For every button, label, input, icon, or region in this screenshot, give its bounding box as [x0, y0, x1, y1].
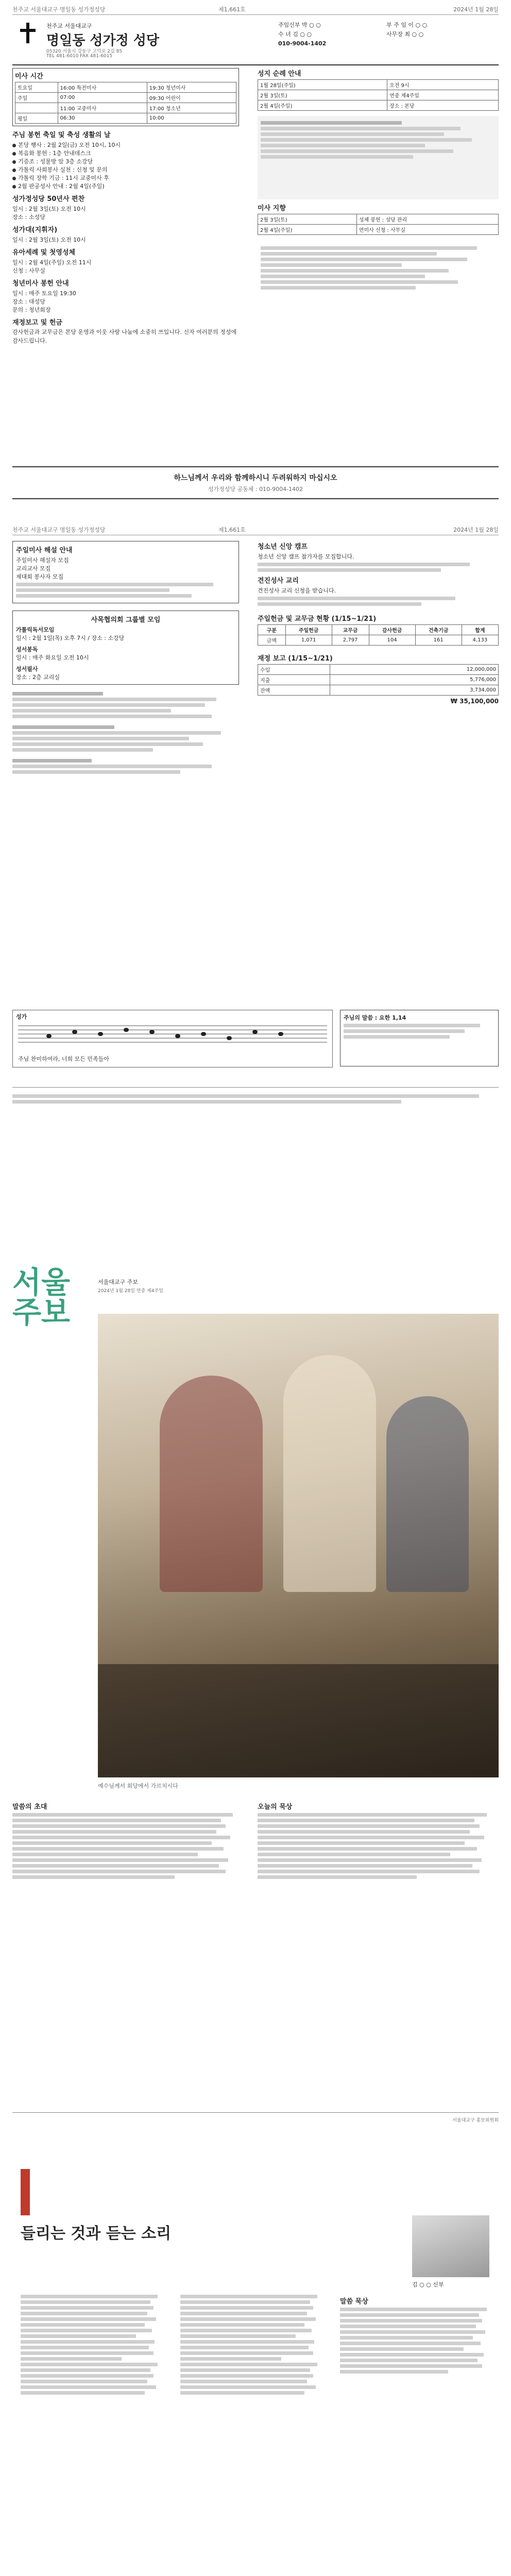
finance-title: 재정 보고 (1/15~1/21) — [258, 655, 333, 663]
p3-footer: 서울대교구 홍보위원회 — [452, 2118, 499, 2123]
finance-table: 수입 12,000,000 지출 5,776,000 잔액 3,734,000 — [258, 664, 499, 696]
header-parish: 천주교 서울대교구 명일동 성가정성당 — [12, 6, 106, 13]
contact-phone: 010-9004-1402 — [278, 40, 327, 47]
masthead-issue: 2024년 1월 28일 연중 제4주일 — [98, 1289, 163, 1294]
notice-list: 본당 행사 : 2월 2일(금) 오전 10시, 10시 복음화 봉헌 : 1층 안내데스크 기증조 : 성물방 앞 3층 소강당 가톨릭 사회봉사 실천 : 신청 및 문의 가톨릭 장학 기금 : 11시 교중미사 후 2월 판공성사 안내 : 2월 4일(주일) — [12, 141, 239, 190]
author-photo — [412, 2215, 489, 2277]
bullet-icon — [12, 152, 16, 156]
parish-phone: TEL 481-6010 FAX 481-6015 — [46, 54, 113, 59]
volunteer-box: 주일미사 해설 안내 주일미사 해설자 모집 교리교사 모집 제대회 봉사자 모집 — [12, 541, 239, 603]
p3-left-text: 말씀의 초대 — [12, 1798, 244, 1881]
bulletin-page-1 — [0, 0, 511, 515]
bullet-icon — [12, 185, 16, 189]
column-title: 들리는 것과 듣는 소리 — [21, 2225, 172, 2243]
bulletin-page-2 — [0, 520, 511, 1252]
hymn-box: 성가 주님 찬미하여라, 너희 모든 민족들아 — [12, 1010, 333, 1067]
scripture-box: 주님의 말씀 : 요한 1,14 — [340, 1010, 499, 1066]
page-header — [12, 5, 499, 15]
mass-schedule-table: 토요일 16:00 특전미사 19:30 청년미사 주일 07:00 09:30 어린이 11:00 교중미사 17:00 청소년 평일 06:30 10:00 — [15, 82, 236, 124]
bulletin-page-4: 들리는 것과 듣는 소리 김 ○ ○ 신부 말씀 묵상 — [0, 2138, 511, 2576]
p3-right-text: 오늘의 묵상 — [258, 1798, 499, 1881]
parish-title: 명일동 성가정 성당 — [46, 33, 160, 48]
masthead — [12, 1267, 84, 1422]
offering-table: 구분 주일헌금 교무금 감사헌금 건축기금 합계 금액 1,071 2,797 104 161 4,133 — [258, 624, 499, 646]
groups-box: 사목협의회 그룹별 모임 가톨릭독서모임 일시 : 2월 1일(목) 오후 7시 / 장소 : 소강당 성서봉독 일시 : 매주 화요일 오전 10시 성서필사 장소 : 2층 교리실 — [12, 611, 239, 685]
section2-heading: 성가정성당 50년사 편찬 — [12, 195, 85, 203]
bullet-icon — [12, 160, 16, 164]
finance-total: ₩ 35,100,000 — [450, 698, 499, 705]
column-accent-bar — [21, 2169, 30, 2215]
p2-right-column: 청소년 신앙 캠프 청소년 신앙 캠프 참가자를 모집합니다. 견진성사 교리 견진성사 교리 신청을 받습니다. 주일헌금 및 교무금 현황 (1/15~1/21) 구분 주일헌금 교무금 감사헌금 건축기금 합계 금액 1,071 2,797 104 161 4,133 재정 보고 (1/15~1/21) 수입 12,000,000 지출 5,776,000 잔액 3,734,000 ₩ 35,100,000 — [258, 543, 499, 705]
section6-heading: 재정보고 및 헌금 — [12, 319, 62, 327]
section6-text: 감사헌금과 교무금은 본당 운영과 이웃 사랑 나눔에 소중히 쓰입니다. 신자 여러분의 정성에 감사드립니다. — [12, 329, 237, 344]
cross-logo-icon — [18, 23, 38, 43]
parish-address: 05320 서울시 강동구 고덕로 2길 85 — [46, 49, 123, 54]
header-date: 2024년 1월 28일 — [453, 6, 499, 13]
music-staff-icon — [18, 1022, 327, 1053]
mass-schedule-box — [12, 68, 239, 126]
page-header: 천주교 서울대교구 명일동 성가정성당 제1,661호 2024년 1월 28일 — [12, 526, 499, 535]
pilgrimage-table: 1월 28일(주일) 오전 9시 2월 3일(토) 연중 제4주일 2월 4일(주일) 장소 : 본당 — [258, 79, 499, 111]
column-author: 김 ○ ○ 신부 — [412, 2281, 444, 2288]
right-column — [258, 68, 499, 295]
section4-heading: 유아세례 및 첫영성체 — [12, 249, 76, 257]
p2-left-column — [12, 541, 239, 776]
feature-caption: 예수님께서 회당에서 가르치시다 — [98, 1783, 178, 1789]
bullet-icon — [12, 168, 16, 172]
feature-painting-image — [98, 1314, 499, 1777]
offering-table-title: 주일헌금 및 교무금 현황 (1/15~1/21) — [258, 615, 377, 623]
bottom-banner: 하느님께서 우리와 함께하시니 두려워하지 마십시오 성가정성당 공동체 : 010-9004-1402 — [12, 466, 499, 499]
hymn-caption: 주님 찬미하여라, 너희 모든 민족들아 — [18, 1056, 109, 1062]
mass-schedule-title: 미사 시간 — [15, 73, 43, 80]
notice-heading: 주님 봉헌 축일 및 축성 생활의 날 — [12, 131, 111, 139]
section5-heading: 청년미사 봉헌 안내 — [12, 280, 69, 287]
schedule-block — [258, 116, 499, 199]
staff-list: 주임신부 박 ○ ○ 부 주 임 이 ○ ○ 수 녀 김 ○ ○ 사무장 최 ○ ○ 010-9004-1402 — [278, 21, 495, 47]
mass-intent-heading: 미사 지향 — [258, 205, 286, 212]
bullet-icon — [12, 177, 16, 180]
mass-intent-table: 2월 3일(토) 성체 봉헌 : 성당 관리 2월 4일(주일) 연미사 신청 : 사무실 — [258, 214, 499, 235]
section3-heading: 성가대(지휘자) — [12, 226, 58, 234]
masthead-title: 서울주보 — [12, 1265, 71, 1330]
left-column: 미사 시간 토요일 16:00 특전미사 19:30 청년미사 주일 07:00 09:30 어린이 11:00 교중미사 17:00 청소년 평일 06:30 10:00 주님 봉헌 축일 및 축성 생활의 날 본당 행사 : 2월 2일(금) 오전 10시, 10시 복음화 봉헌 : 1층 안내데스크 기증조 : 성물방 앞 3층 소강당 가톨릭 사회봉사 실천 : 신청 및 문의 가톨릭 장학 기금 : 11시 교중미사 후 2월 판공성사 안내 : 2월 4일(주일) 성가정성당 50년사 편찬 일시 : 2월 3일(토) 오전 10시 장소 : 소성당 성가대(지휘자) 일시 : 2월 3일(토) 오전 10시 유아세례 및 첫영성체 일시 : 2월 4일(주일) 오전 11시 신청 : 사무실 청년미사 봉헌 안내 일시 : 매주 토요일 19:30 장소 : 대성당 문의 : 청년회장 재정보고 및 헌금 감사헌금과 교무금은 본당 운영과 이웃 사랑 나눔에 소중히 쓰입니다. 신자 여러분의 정성에 감사드립니다. — [12, 68, 239, 345]
pilgrimage-heading: 성지 순례 안내 — [258, 70, 301, 78]
masthead-sub: 서울대교구 주보 — [98, 1279, 138, 1285]
bullet-icon — [12, 144, 16, 147]
parish-line: 천주교 서울대교구 — [46, 23, 92, 29]
bulletin-page-3 — [0, 1257, 511, 2133]
header-issue: 제1,661호 — [218, 6, 246, 13]
